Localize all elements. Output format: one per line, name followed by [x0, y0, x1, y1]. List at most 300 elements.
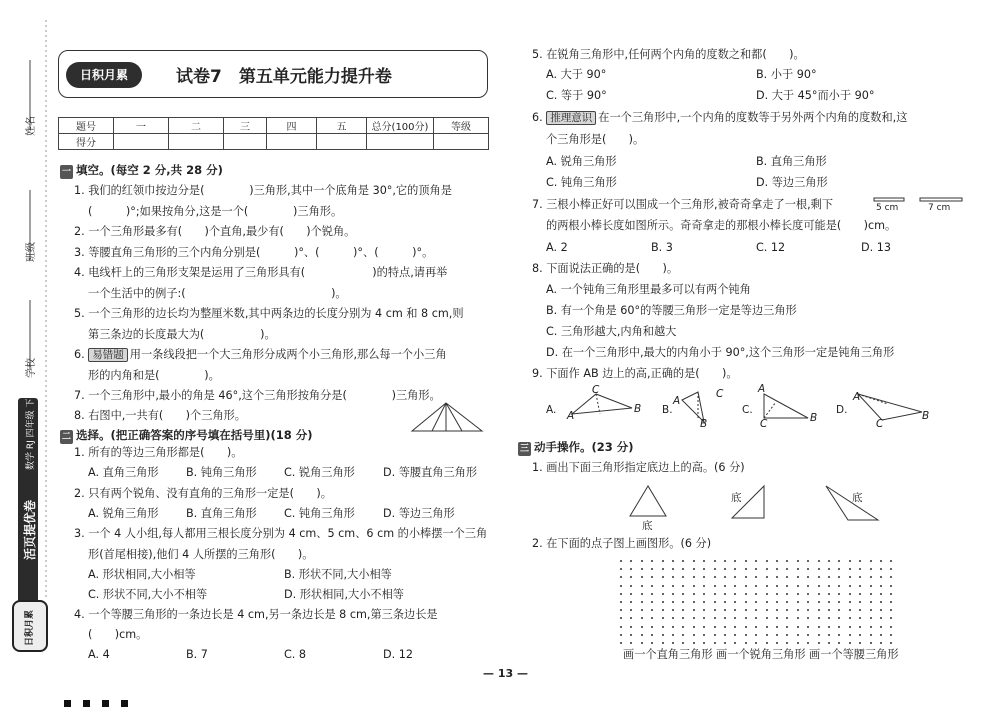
grid-dot[interactable]	[703, 617, 705, 619]
choice-q6-b[interactable]: B. 直角三角形	[756, 155, 827, 168]
choice-q2-c[interactable]: C. 钝角三角形	[284, 507, 355, 520]
grid-dot[interactable]	[818, 634, 820, 636]
grid-dot[interactable]	[797, 634, 799, 636]
grid-dot[interactable]	[828, 634, 830, 636]
grid-dot[interactable]	[672, 568, 674, 570]
grid-dot[interactable]	[724, 560, 726, 562]
grid-dot[interactable]	[870, 642, 872, 644]
grid-dot[interactable]	[682, 626, 684, 628]
grid-dot[interactable]	[734, 593, 736, 595]
q9-option-a-label[interactable]: A.	[546, 404, 557, 416]
grid-dot[interactable]	[620, 626, 622, 628]
grid-dot[interactable]	[859, 585, 861, 587]
grid-dot[interactable]	[662, 560, 664, 562]
grid-dot[interactable]	[620, 642, 622, 644]
grid-dot[interactable]	[870, 585, 872, 587]
grid-dot[interactable]	[880, 609, 882, 611]
grid-dot[interactable]	[859, 593, 861, 595]
grid-dot[interactable]	[662, 568, 664, 570]
grid-dot[interactable]	[880, 642, 882, 644]
grid-dot[interactable]	[682, 609, 684, 611]
grid-dot[interactable]	[797, 576, 799, 578]
grid-dot[interactable]	[870, 634, 872, 636]
choice-q2-b[interactable]: B. 直角三角形	[186, 507, 257, 520]
grid-dot[interactable]	[745, 634, 747, 636]
grid-dot[interactable]	[630, 634, 632, 636]
grid-dot[interactable]	[620, 560, 622, 562]
grid-dot[interactable]	[870, 601, 872, 603]
choice-q6-c[interactable]: C. 钝角三角形	[546, 176, 617, 189]
grid-dot[interactable]	[703, 593, 705, 595]
score-cell[interactable]	[367, 134, 434, 150]
grid-dot[interactable]	[620, 634, 622, 636]
grid-dot[interactable]	[703, 560, 705, 562]
grid-dot[interactable]	[870, 626, 872, 628]
grid-dot[interactable]	[662, 626, 664, 628]
grid-dot[interactable]	[818, 560, 820, 562]
grid-dot[interactable]	[807, 560, 809, 562]
grid-dot[interactable]	[630, 601, 632, 603]
choice-q7-b[interactable]: B. 3	[651, 241, 673, 254]
grid-dot[interactable]	[838, 576, 840, 578]
grid-dot[interactable]	[807, 601, 809, 603]
grid-dot[interactable]	[682, 585, 684, 587]
q9-option-b-label[interactable]: B.	[662, 404, 673, 416]
grid-dot[interactable]	[745, 585, 747, 587]
grid-dot[interactable]	[641, 626, 643, 628]
grid-dot[interactable]	[786, 576, 788, 578]
grid-dot[interactable]	[651, 617, 653, 619]
grid-dot[interactable]	[745, 626, 747, 628]
grid-dot[interactable]	[797, 609, 799, 611]
grid-dot[interactable]	[786, 642, 788, 644]
grid-dot[interactable]	[766, 617, 768, 619]
grid-dot[interactable]	[828, 617, 830, 619]
grid-dot[interactable]	[797, 626, 799, 628]
grid-dot[interactable]	[890, 626, 892, 628]
grid-dot[interactable]	[849, 585, 851, 587]
grid-dot[interactable]	[807, 576, 809, 578]
grid-dot[interactable]	[672, 601, 674, 603]
grid-dot[interactable]	[745, 593, 747, 595]
grid-dot[interactable]	[703, 634, 705, 636]
grid-dot[interactable]	[797, 568, 799, 570]
grid-dot[interactable]	[870, 617, 872, 619]
grid-dot[interactable]	[838, 585, 840, 587]
grid-dot[interactable]	[734, 601, 736, 603]
grid-dot[interactable]	[766, 601, 768, 603]
grid-dot[interactable]	[818, 642, 820, 644]
score-cell[interactable]	[169, 134, 224, 150]
score-cell[interactable]	[267, 134, 317, 150]
grid-dot[interactable]	[797, 593, 799, 595]
grid-dot[interactable]	[745, 576, 747, 578]
grid-dot[interactable]	[838, 609, 840, 611]
grid-dot[interactable]	[755, 601, 757, 603]
grid-dot[interactable]	[724, 576, 726, 578]
choice-q5-d[interactable]: D. 大于 45°而小于 90°	[756, 89, 875, 102]
grid-dot[interactable]	[630, 585, 632, 587]
choice-q6-d[interactable]: D. 等边三角形	[756, 176, 828, 189]
grid-dot[interactable]	[828, 609, 830, 611]
grid-dot[interactable]	[682, 560, 684, 562]
grid-dot[interactable]	[807, 568, 809, 570]
grid-dot[interactable]	[797, 601, 799, 603]
grid-dot[interactable]	[693, 626, 695, 628]
grid-dot[interactable]	[766, 609, 768, 611]
choice-q8-d[interactable]: D. 在一个三角形中,最大的内角小于 90°,这个三角形一定是钝角三角形	[546, 346, 895, 359]
grid-dot[interactable]	[880, 617, 882, 619]
grid-dot[interactable]	[745, 568, 747, 570]
grid-dot[interactable]	[682, 576, 684, 578]
choice-q8-a[interactable]: A. 一个钝角三角形里最多可以有两个钝角	[546, 283, 751, 296]
grid-dot[interactable]	[693, 576, 695, 578]
grid-dot[interactable]	[703, 609, 705, 611]
grid-dot[interactable]	[890, 642, 892, 644]
grid-dot[interactable]	[662, 634, 664, 636]
grid-dot[interactable]	[620, 617, 622, 619]
grid-dot[interactable]	[880, 626, 882, 628]
grid-dot[interactable]	[734, 560, 736, 562]
choice-q2-d[interactable]: D. 等边三角形	[383, 507, 455, 520]
grid-dot[interactable]	[890, 585, 892, 587]
grid-dot[interactable]	[786, 593, 788, 595]
grid-dot[interactable]	[786, 626, 788, 628]
grid-dot[interactable]	[849, 601, 851, 603]
grid-dot[interactable]	[734, 576, 736, 578]
grid-dot[interactable]	[786, 634, 788, 636]
grid-dot[interactable]	[662, 609, 664, 611]
grid-dot[interactable]	[849, 560, 851, 562]
grid-dot[interactable]	[714, 609, 716, 611]
grid-dot[interactable]	[849, 626, 851, 628]
q9-option-d-figure[interactable]	[852, 390, 932, 430]
grid-dot[interactable]	[838, 601, 840, 603]
grid-dot[interactable]	[859, 617, 861, 619]
choice-q4-b[interactable]: B. 7	[186, 648, 208, 661]
choice-q4-d[interactable]: D. 12	[383, 648, 413, 661]
grid-dot[interactable]	[776, 601, 778, 603]
grid-dot[interactable]	[724, 617, 726, 619]
grid-dot[interactable]	[714, 560, 716, 562]
grid-dot[interactable]	[838, 568, 840, 570]
choice-q3-d[interactable]: D. 形状相同,大小不相等	[284, 588, 404, 601]
grid-dot[interactable]	[870, 576, 872, 578]
grid-dot[interactable]	[651, 642, 653, 644]
grid-dot[interactable]	[693, 634, 695, 636]
grid-dot[interactable]	[849, 568, 851, 570]
grid-dot[interactable]	[682, 568, 684, 570]
grid-dot[interactable]	[859, 568, 861, 570]
grid-dot[interactable]	[745, 617, 747, 619]
grid-dot[interactable]	[641, 560, 643, 562]
grid-dot[interactable]	[672, 576, 674, 578]
grid-dot[interactable]	[818, 576, 820, 578]
grid-dot[interactable]	[880, 576, 882, 578]
grid-dot[interactable]	[745, 642, 747, 644]
grid-dot[interactable]	[641, 642, 643, 644]
grid-dot[interactable]	[620, 585, 622, 587]
grid-dot[interactable]	[651, 601, 653, 603]
grid-dot[interactable]	[818, 585, 820, 587]
grid-dot[interactable]	[838, 626, 840, 628]
score-cell[interactable]	[224, 134, 267, 150]
grid-dot[interactable]	[818, 601, 820, 603]
grid-dot[interactable]	[734, 609, 736, 611]
grid-dot[interactable]	[870, 568, 872, 570]
grid-dot[interactable]	[755, 593, 757, 595]
choice-q5-c[interactable]: C. 等于 90°	[546, 89, 607, 102]
grid-dot[interactable]	[724, 601, 726, 603]
grid-dot[interactable]	[807, 609, 809, 611]
grid-dot[interactable]	[630, 609, 632, 611]
grid-dot[interactable]	[630, 576, 632, 578]
choice-q1-a[interactable]: A. 直角三角形	[88, 466, 159, 479]
grid-dot[interactable]	[849, 576, 851, 578]
grid-dot[interactable]	[714, 568, 716, 570]
grid-dot[interactable]	[766, 593, 768, 595]
grid-dot[interactable]	[672, 585, 674, 587]
grid-dot[interactable]	[724, 593, 726, 595]
grid-dot[interactable]	[849, 593, 851, 595]
grid-dot[interactable]	[693, 593, 695, 595]
grid-dot[interactable]	[641, 617, 643, 619]
grid-dot[interactable]	[714, 576, 716, 578]
grid-dot[interactable]	[838, 593, 840, 595]
grid-dot[interactable]	[797, 585, 799, 587]
grid-dot[interactable]	[693, 642, 695, 644]
grid-dot[interactable]	[693, 601, 695, 603]
grid-dot[interactable]	[682, 601, 684, 603]
grid-dot[interactable]	[755, 642, 757, 644]
grid-dot[interactable]	[734, 642, 736, 644]
grid-dot[interactable]	[776, 593, 778, 595]
grid-dot[interactable]	[828, 576, 830, 578]
grid-dot[interactable]	[745, 609, 747, 611]
grid-dot[interactable]	[672, 626, 674, 628]
grid-dot[interactable]	[786, 609, 788, 611]
grid-dot[interactable]	[682, 593, 684, 595]
grid-dot[interactable]	[776, 626, 778, 628]
q9-option-c-label[interactable]: C.	[742, 404, 753, 416]
grid-dot[interactable]	[807, 626, 809, 628]
choice-q2-a[interactable]: A. 锐角三角形	[88, 507, 159, 520]
grid-dot[interactable]	[849, 642, 851, 644]
grid-dot[interactable]	[714, 601, 716, 603]
grid-dot[interactable]	[870, 609, 872, 611]
grid-dot[interactable]	[693, 585, 695, 587]
grid-dot[interactable]	[641, 601, 643, 603]
score-cell[interactable]	[317, 134, 367, 150]
grid-dot[interactable]	[818, 609, 820, 611]
grid-dot[interactable]	[870, 593, 872, 595]
grid-dot[interactable]	[630, 617, 632, 619]
grid-dot[interactable]	[714, 585, 716, 587]
grid-dot[interactable]	[641, 593, 643, 595]
grid-dot[interactable]	[662, 576, 664, 578]
choice-q5-b[interactable]: B. 小于 90°	[756, 68, 817, 81]
grid-dot[interactable]	[880, 593, 882, 595]
grid-dot[interactable]	[755, 617, 757, 619]
grid-dot[interactable]	[786, 585, 788, 587]
choice-q7-d[interactable]: D. 13	[861, 241, 891, 254]
grid-dot[interactable]	[838, 617, 840, 619]
choice-q7-c[interactable]: C. 12	[756, 241, 786, 254]
grid-dot[interactable]	[651, 593, 653, 595]
grid-dot[interactable]	[828, 626, 830, 628]
grid-dot[interactable]	[818, 617, 820, 619]
grid-dot[interactable]	[630, 560, 632, 562]
choice-q8-c[interactable]: C. 三角形越大,内角和越大	[546, 325, 677, 338]
grid-dot[interactable]	[880, 601, 882, 603]
grid-dot[interactable]	[651, 585, 653, 587]
grid-dot[interactable]	[859, 576, 861, 578]
grid-dot[interactable]	[755, 626, 757, 628]
grid-dot[interactable]	[620, 576, 622, 578]
grid-dot[interactable]	[662, 642, 664, 644]
grid-dot[interactable]	[890, 601, 892, 603]
grid-dot[interactable]	[807, 593, 809, 595]
grid-dot[interactable]	[724, 568, 726, 570]
grid-dot[interactable]	[745, 601, 747, 603]
grid-dot[interactable]	[797, 617, 799, 619]
grid-dot[interactable]	[859, 634, 861, 636]
grid-dot[interactable]	[703, 626, 705, 628]
grid-dot[interactable]	[630, 568, 632, 570]
grid-dot[interactable]	[703, 601, 705, 603]
score-cell[interactable]	[434, 134, 489, 150]
grid-dot[interactable]	[890, 617, 892, 619]
grid-dot[interactable]	[890, 568, 892, 570]
grid-dot[interactable]	[672, 560, 674, 562]
grid-dot[interactable]	[641, 568, 643, 570]
grid-dot[interactable]	[766, 634, 768, 636]
grid-dot[interactable]	[838, 642, 840, 644]
grid-dot[interactable]	[807, 617, 809, 619]
grid-dot[interactable]	[880, 568, 882, 570]
grid-dot[interactable]	[703, 568, 705, 570]
grid-dot[interactable]	[859, 626, 861, 628]
score-cell[interactable]	[114, 134, 169, 150]
grid-dot[interactable]	[693, 609, 695, 611]
grid-dot[interactable]	[828, 642, 830, 644]
grid-dot[interactable]	[693, 568, 695, 570]
grid-dot[interactable]	[776, 609, 778, 611]
grid-dot[interactable]	[880, 585, 882, 587]
grid-dot[interactable]	[714, 626, 716, 628]
grid-dot[interactable]	[620, 593, 622, 595]
grid-dot[interactable]	[755, 609, 757, 611]
grid-dot[interactable]	[838, 560, 840, 562]
grid-dot[interactable]	[714, 617, 716, 619]
grid-dot[interactable]	[682, 642, 684, 644]
grid-dot[interactable]	[859, 601, 861, 603]
grid-dot[interactable]	[734, 626, 736, 628]
q9-option-d-label[interactable]: D.	[836, 404, 848, 416]
grid-dot[interactable]	[755, 568, 757, 570]
grid-dot[interactable]	[620, 568, 622, 570]
grid-dot[interactable]	[807, 642, 809, 644]
grid-dot[interactable]	[651, 634, 653, 636]
grid-dot[interactable]	[890, 576, 892, 578]
grid-dot[interactable]	[662, 617, 664, 619]
choice-q8-b[interactable]: B. 有一个角是 60°的等腰三角形一定是等边三角形	[546, 304, 797, 317]
grid-dot[interactable]	[766, 568, 768, 570]
grid-dot[interactable]	[620, 609, 622, 611]
grid-dot[interactable]	[890, 560, 892, 562]
choice-q7-a[interactable]: A. 2	[546, 241, 568, 254]
grid-dot[interactable]	[807, 634, 809, 636]
choice-q3-b[interactable]: B. 形状不同,大小相等	[284, 568, 392, 581]
grid-dot[interactable]	[766, 642, 768, 644]
grid-dot[interactable]	[641, 634, 643, 636]
grid-dot[interactable]	[714, 593, 716, 595]
grid-dot[interactable]	[859, 560, 861, 562]
grid-dot[interactable]	[776, 634, 778, 636]
choice-q3-c[interactable]: C. 形状不同,大小不相等	[88, 588, 208, 601]
grid-dot[interactable]	[682, 634, 684, 636]
grid-dot[interactable]	[693, 617, 695, 619]
grid-dot[interactable]	[714, 642, 716, 644]
grid-dot[interactable]	[734, 634, 736, 636]
grid-dot[interactable]	[766, 626, 768, 628]
grid-dot[interactable]	[849, 617, 851, 619]
grid-dot[interactable]	[755, 585, 757, 587]
grid-dot[interactable]	[828, 593, 830, 595]
grid-dot[interactable]	[776, 585, 778, 587]
grid-dot[interactable]	[766, 585, 768, 587]
grid-dot[interactable]	[859, 609, 861, 611]
grid-dot[interactable]	[766, 560, 768, 562]
grid-dot[interactable]	[776, 568, 778, 570]
grid-dot[interactable]	[672, 642, 674, 644]
grid-dot[interactable]	[724, 634, 726, 636]
grid-dot[interactable]	[651, 568, 653, 570]
grid-dot[interactable]	[838, 634, 840, 636]
choice-q1-c[interactable]: C. 锐角三角形	[284, 466, 355, 479]
grid-dot[interactable]	[776, 576, 778, 578]
grid-dot[interactable]	[672, 593, 674, 595]
grid-dot[interactable]	[776, 560, 778, 562]
grid-dot[interactable]	[662, 585, 664, 587]
grid-dot[interactable]	[880, 634, 882, 636]
grid-dot[interactable]	[714, 634, 716, 636]
grid-dot[interactable]	[890, 593, 892, 595]
choice-q1-d[interactable]: D. 等腰直角三角形	[383, 466, 478, 479]
grid-dot[interactable]	[755, 576, 757, 578]
grid-dot[interactable]	[849, 609, 851, 611]
grid-dot[interactable]	[797, 560, 799, 562]
grid-dot[interactable]	[849, 634, 851, 636]
grid-dot[interactable]	[818, 593, 820, 595]
choice-q5-a[interactable]: A. 大于 90°	[546, 68, 607, 81]
grid-dot[interactable]	[724, 585, 726, 587]
grid-dot[interactable]	[786, 601, 788, 603]
grid-dot[interactable]	[818, 568, 820, 570]
grid-dot[interactable]	[641, 585, 643, 587]
grid-dot[interactable]	[755, 634, 757, 636]
grid-dot[interactable]	[786, 568, 788, 570]
grid-dot[interactable]	[724, 626, 726, 628]
grid-dot[interactable]	[662, 601, 664, 603]
grid-dot[interactable]	[630, 593, 632, 595]
grid-dot[interactable]	[870, 560, 872, 562]
grid-dot[interactable]	[672, 609, 674, 611]
grid-dot[interactable]	[703, 642, 705, 644]
grid-dot[interactable]	[734, 617, 736, 619]
grid-dot[interactable]	[651, 626, 653, 628]
grid-dot[interactable]	[693, 560, 695, 562]
